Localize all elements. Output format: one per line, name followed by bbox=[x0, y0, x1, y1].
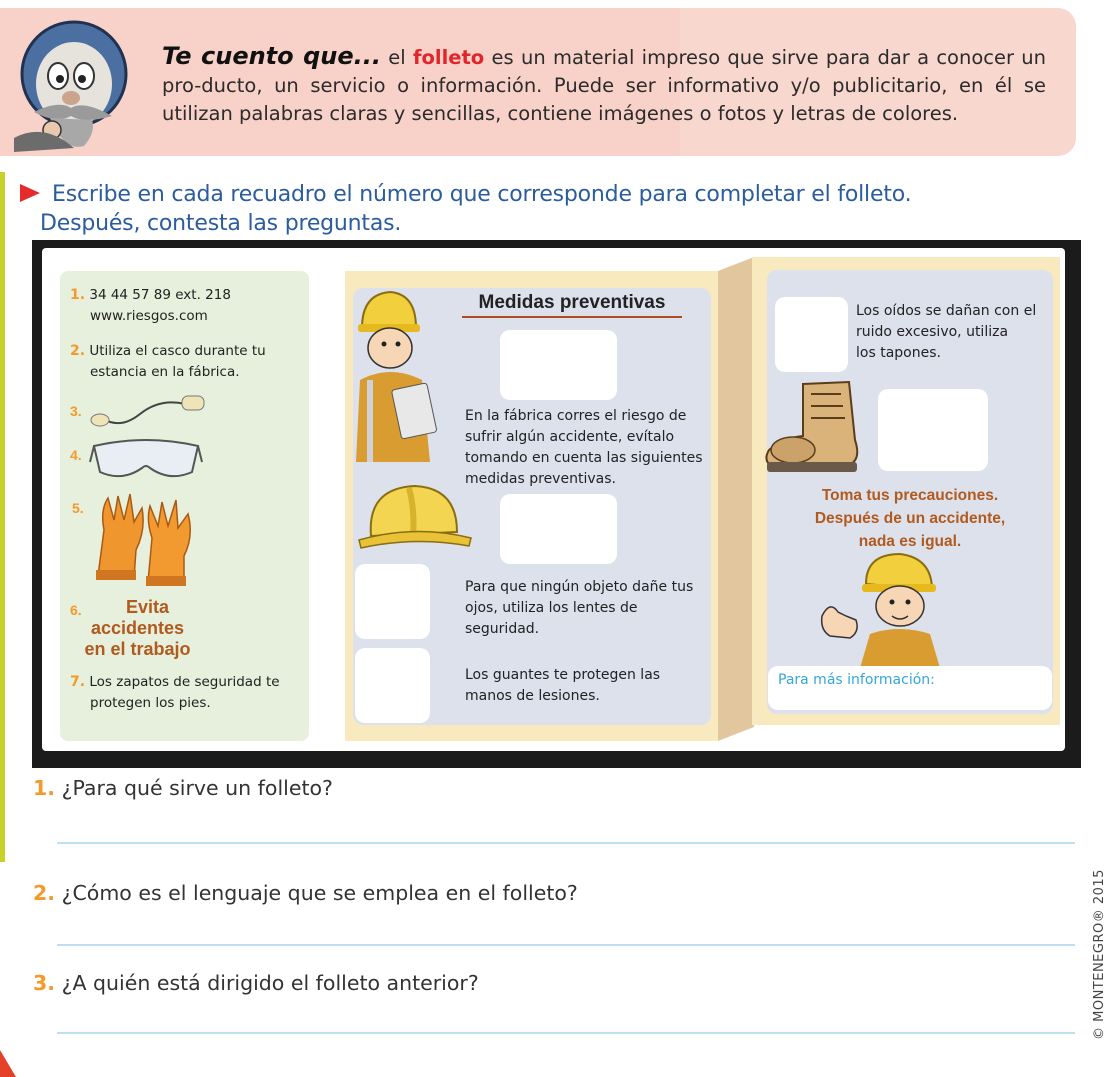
answer-box-earplugs[interactable] bbox=[775, 297, 848, 372]
intro-line: medidas preventivas. bbox=[465, 471, 616, 487]
question-number: 1. bbox=[33, 776, 56, 800]
answer-box-helmet-text[interactable] bbox=[500, 330, 617, 400]
option-number: 2. bbox=[70, 343, 86, 359]
slogan-line: Evita bbox=[125, 597, 170, 617]
caution-line: Toma tus precauciones. bbox=[821, 487, 999, 504]
brochure-fold bbox=[718, 257, 754, 741]
option-number: 6. bbox=[70, 602, 82, 618]
glasses-text bbox=[465, 577, 710, 640]
brochure-title: Medidas preventivas bbox=[462, 292, 682, 318]
caution-line: nada es igual. bbox=[858, 533, 962, 550]
question-text: ¿Cómo es el lenguaje que se emplea en el folleto? bbox=[61, 881, 578, 905]
gloves-line: manos de lesiones. bbox=[465, 688, 600, 704]
hard-hat-icon bbox=[357, 480, 473, 550]
answer-box-glasses[interactable] bbox=[355, 564, 430, 639]
ears-line: los tapones. bbox=[856, 345, 941, 361]
left-accent-bar bbox=[0, 172, 5, 862]
instruction-line2: Después, contesta las preguntas. bbox=[40, 211, 402, 236]
intro-line: En la fábrica corres el riesgo de bbox=[465, 408, 687, 424]
worker-clipboard-illustration bbox=[350, 290, 440, 462]
instruction bbox=[40, 180, 1040, 238]
answer-box-hard-hat[interactable] bbox=[500, 494, 617, 564]
copyright: © MONTENEGRO® 2015 bbox=[1092, 869, 1107, 1040]
option-website: www.riesgos.com bbox=[90, 308, 208, 324]
option-2 bbox=[70, 341, 266, 383]
answer-line-3[interactable] bbox=[57, 1032, 1075, 1034]
glasses-line: seguridad. bbox=[465, 621, 540, 637]
gloves-text bbox=[465, 665, 710, 707]
question-text: ¿A quién está dirigido el folleto anterior? bbox=[61, 971, 479, 995]
answer-line-2[interactable] bbox=[57, 944, 1075, 946]
instruction-line1: Escribe en cada recuadro el número que corresponde para completar el folleto. bbox=[52, 182, 912, 207]
ears-line: ruido excesivo, utiliza bbox=[856, 324, 1009, 340]
question-number: 2. bbox=[33, 881, 56, 905]
caution-line: Después de un accidente, bbox=[814, 510, 1006, 527]
option-7 bbox=[70, 672, 280, 714]
more-info-label: Para más información: bbox=[778, 672, 935, 688]
banner-text bbox=[162, 42, 1046, 128]
answer-line-1[interactable] bbox=[57, 842, 1075, 844]
slogan-line: en el trabajo bbox=[84, 639, 191, 659]
answer-box-boots[interactable] bbox=[878, 389, 988, 471]
option-1 bbox=[70, 285, 231, 327]
instruction-arrow-icon bbox=[20, 184, 40, 202]
banner-text-part1: el bbox=[381, 46, 414, 69]
banner-lead: Te cuento que... bbox=[162, 42, 381, 70]
gloves-line: Los guantes te protegen las bbox=[465, 667, 661, 683]
option-3-number: 3. bbox=[70, 403, 82, 419]
question-3 bbox=[33, 971, 479, 995]
option-text: protegen los pies. bbox=[90, 695, 211, 711]
thumbs-up-worker-illustration bbox=[816, 550, 942, 668]
option-text: Los zapatos de seguridad te bbox=[89, 674, 280, 690]
intro-line: sufrir algún accidente, evítalo bbox=[465, 429, 675, 445]
option-text: Utiliza el casco durante tu bbox=[89, 343, 266, 359]
option-slogan bbox=[80, 597, 195, 660]
earplugs-icon bbox=[90, 390, 210, 430]
caution-text bbox=[790, 484, 1030, 553]
question-number: 3. bbox=[33, 971, 56, 995]
answer-box-gloves[interactable] bbox=[355, 648, 430, 723]
safety-glasses-icon bbox=[88, 432, 204, 488]
mascot-illustration bbox=[4, 12, 144, 152]
work-boot-icon bbox=[763, 380, 863, 474]
intro-text bbox=[465, 406, 710, 490]
banner-text-part2: es un material impreso que sirve para dar a conocer un pro-ducto, un servicio o información. Puede ser informativo y/o publicitario, en él se utilizan palabras claras y sencillas, contiene imágenes o fotos y letras de colores. bbox=[162, 46, 1047, 125]
glasses-line: Para que ningún objeto dañe tus bbox=[465, 579, 694, 595]
option-number: 1. bbox=[70, 287, 86, 303]
option-text: estancia en la fábrica. bbox=[90, 364, 240, 380]
question-text: ¿Para qué sirve un folleto? bbox=[61, 776, 333, 800]
option-5-number: 5. bbox=[72, 500, 84, 516]
glasses-line: ojos, utiliza los lentes de bbox=[465, 600, 638, 616]
question-2 bbox=[33, 881, 578, 905]
option-number: 7. bbox=[70, 674, 86, 690]
banner-keyword: folleto bbox=[413, 46, 485, 69]
option-4-number: 4. bbox=[70, 447, 82, 463]
work-gloves-icon bbox=[90, 490, 200, 590]
option-phone: 34 44 57 89 ext. 218 bbox=[89, 287, 231, 303]
page-corner-accent bbox=[0, 1050, 16, 1077]
ears-line: Los oídos se dañan con el bbox=[856, 303, 1037, 319]
intro-line: tomando en cuenta las siguientes bbox=[465, 450, 703, 466]
slogan-line: accidentes bbox=[90, 618, 185, 638]
question-1 bbox=[33, 776, 333, 800]
ears-text bbox=[856, 301, 1056, 364]
